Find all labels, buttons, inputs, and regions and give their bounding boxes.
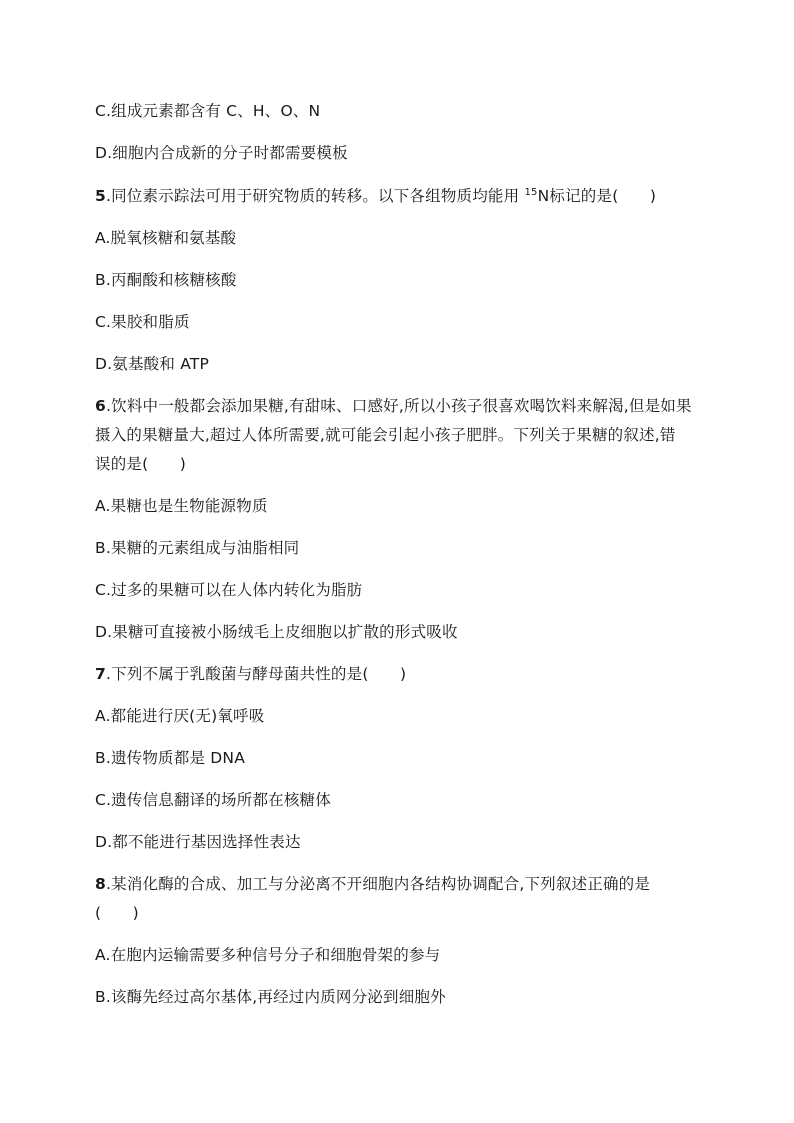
q8-stem-line-2: ( )	[95, 904, 139, 922]
q5-stem-before: .同位素示踪法可用于研究物质的转移。以下各组物质均能用	[106, 187, 525, 205]
q7-option-c: C.遗传信息翻译的场所都在核糖体	[95, 791, 331, 809]
q5-option-b: B.丙酮酸和核糖核酸	[95, 271, 237, 289]
q8-option-b: B.该酶先经过高尔基体,再经过内质网分泌到细胞外	[95, 988, 446, 1006]
q6-option-b: B.果糖的元素组成与油脂相同	[95, 539, 300, 557]
q7-option-b: B.遗传物质都是 DNA	[95, 749, 246, 767]
q7-stem-text: .下列不属于乳酸菌与酵母菌共性的是( )	[106, 665, 407, 683]
q5-option-d: D.氨基酸和 ATP	[95, 355, 210, 373]
q8-option-a: A.在胞内运输需要多种信号分子和细胞骨架的参与	[95, 946, 441, 964]
q4-option-c: C.组成元素都含有 C、H、O、N	[95, 102, 321, 120]
q7-stem	[95, 664, 406, 684]
q6-stem-line-2: 摄入的果糖量大,超过人体所需要,就可能会引起小孩子肥胖。下列关于果糖的叙述,错	[95, 426, 676, 444]
q7-option-a: A.都能进行厌(无)氧呼吸	[95, 707, 265, 725]
q6-stem-line-3: 误的是( )	[95, 455, 186, 473]
q6-stem-line-1	[95, 396, 692, 416]
q8-stem-text-1: .某消化酶的合成、加工与分泌离不开细胞内各结构协调配合,下列叙述正确的是	[106, 875, 651, 893]
q5-number: 5	[95, 187, 106, 205]
q5-option-a: A.脱氧核糖和氨基酸	[95, 229, 237, 247]
q6-number: 6	[95, 397, 106, 415]
q7-number: 7	[95, 665, 106, 683]
q5-stem	[95, 186, 656, 206]
q5-stem-after: N标记的是( )	[537, 187, 657, 205]
q7-option-d: D.都不能进行基因选择性表达	[95, 833, 301, 851]
q6-option-a: A.果糖也是生物能源物质	[95, 497, 268, 515]
q5-isotope-mass: 15	[524, 187, 538, 198]
q4-option-d: D.细胞内合成新的分子时都需要模板	[95, 144, 348, 162]
q5-option-c: C.果胶和脂质	[95, 313, 190, 331]
q6-option-d: D.果糖可直接被小肠绒毛上皮细胞以扩散的形式吸收	[95, 623, 458, 641]
q6-stem-text-1: .饮料中一般都会添加果糖,有甜味、口感好,所以小孩子很喜欢喝饮料来解渴,但是如果	[106, 397, 692, 415]
q8-number: 8	[95, 875, 106, 893]
q6-option-c: C.过多的果糖可以在人体内转化为脂肪	[95, 581, 363, 599]
q8-stem-line-1	[95, 874, 650, 894]
